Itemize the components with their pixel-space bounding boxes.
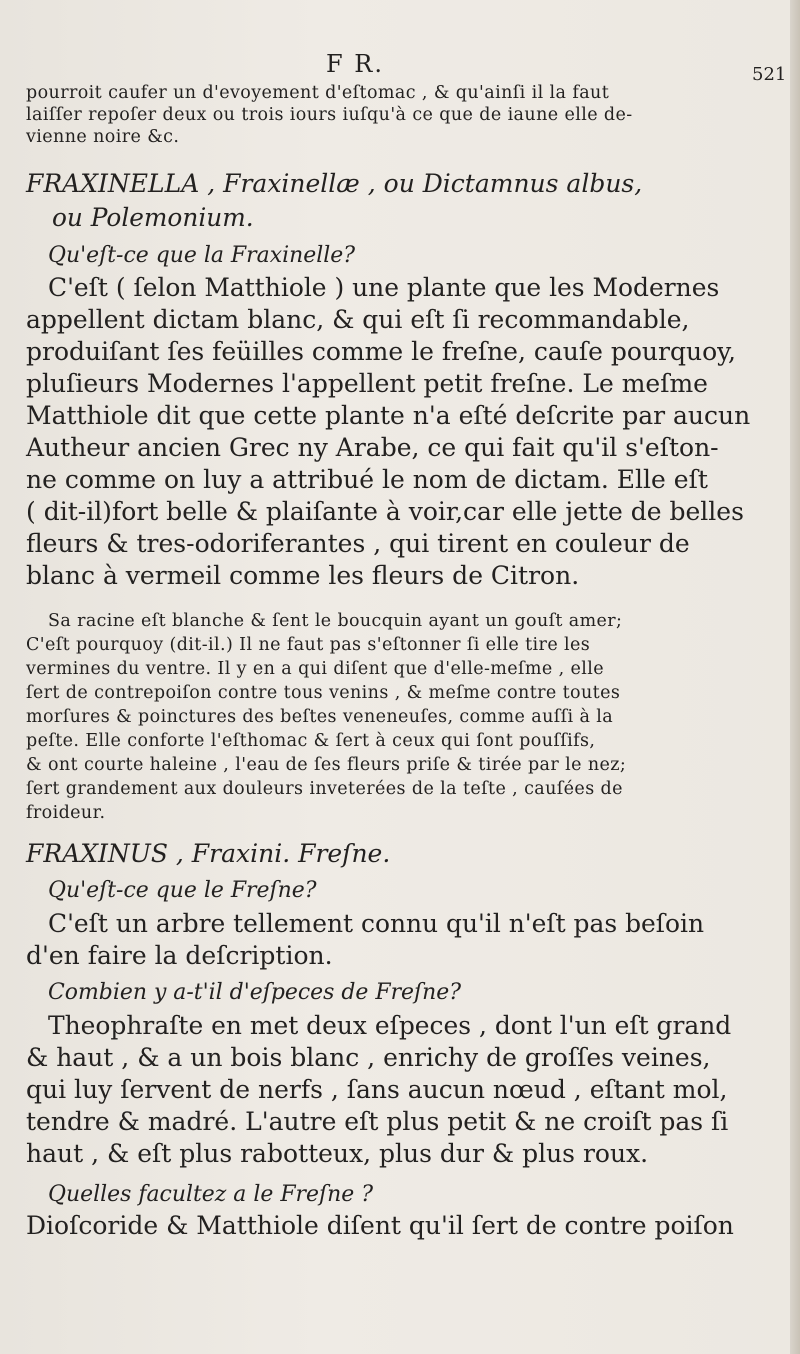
running-title: F R. <box>326 50 384 78</box>
page-header <box>0 50 800 84</box>
question: Qu'eſt-ce que la Fraxinelle? <box>48 243 355 268</box>
text-line: vienne noire &c. <box>26 127 180 147</box>
answer-line: produiſant ſes feüilles comme le freſne, cauſe pourquoy, <box>26 337 736 366</box>
entry-heading: FRAXINUS , Fraxini. Freſne. <box>26 839 391 868</box>
note-line: ſert de contrepoiſon contre tous venins , & meſme contre toutes <box>26 683 621 703</box>
page-number: 521 <box>752 64 787 85</box>
entry-heading-continued: ou Polemonium. <box>52 203 254 232</box>
answer-line: haut , & eſt plus rabotteux, plus dur & plus roux. <box>26 1139 649 1168</box>
note-line: peſte. Elle conforte l'eſthomac & ſert à ceux qui ſont pouſſifs, <box>26 731 596 751</box>
note-line: C'eſt pourquoy (dit-il.) Il ne faut pas s'eſtonner ſi elle tire les <box>26 635 591 655</box>
text-line: laiſſer repoſer deux ou trois iours iuſqu'à ce que de iaune elle de- <box>26 105 633 125</box>
answer-line: blanc à vermeil comme les fleurs de Citron. <box>26 561 580 590</box>
entry-heading: FRAXINELLA , Fraxinellæ , ou Dictamnus albus, <box>26 169 643 198</box>
note-line: morſures & poinctures des beſtes veneneuſes, comme auſſi à la <box>26 707 614 727</box>
note-line: ſert grandement aux douleurs inveterées de la teſte , cauſées de <box>26 779 623 799</box>
note-line: Sa racine eſt blanche & ſent le boucquin ayant un gouſt amer; <box>48 611 623 631</box>
answer-line: Theophraſte en met deux eſpeces , dont l'un eſt grand <box>48 1011 732 1040</box>
answer-line: Dioſcoride & Matthiole diſent qu'il ſert de contre poiſon <box>26 1211 734 1240</box>
note-line: & ont courte haleine , l'eau de ſes fleurs priſe & tirée par le nez; <box>26 755 627 775</box>
note-line: froideur. <box>26 803 106 823</box>
answer-line: Autheur ancien Grec ny Arabe, ce qui fait qu'il s'eſton- <box>26 433 719 462</box>
question: Combien y a-t'il d'eſpeces de Freſne? <box>48 980 462 1005</box>
text-line: pourroit caufer un d'evoyement d'eſtomac , & qu'ainſi il la faut <box>26 83 610 103</box>
answer-line: d'en faire la deſcription. <box>26 941 333 970</box>
note-line: vermines du ventre. Il y en a qui diſent que d'elle-meſme , elle <box>26 659 605 679</box>
answer-line: & haut , & a un bois blanc , enrichy de groſſes veines, <box>26 1043 711 1072</box>
answer-line: fleurs & tres-odoriferantes , qui tirent en couleur de <box>26 529 690 558</box>
question: Qu'eſt-ce que le Freſne? <box>48 878 317 903</box>
answer-line: C'eſt un arbre tellement connu qu'il n'eſt pas beſoin <box>48 909 705 938</box>
answer-line: ( dit-il)fort belle & plaiſante à voir,car elle jette de belles <box>26 497 744 526</box>
answer-line: qui luy ſervent de nerfs , ſans aucun nœud , eſtant mol, <box>26 1075 728 1104</box>
answer-line: Matthiole dit que cette plante n'a eſté deſcrite par aucun <box>26 401 751 430</box>
answer-line: pluſieurs Modernes l'appellent petit freſne. Le meſme <box>26 369 708 398</box>
answer-line: ne comme on luy a attribué le nom de dictam. Elle eſt <box>26 465 708 494</box>
question: Quelles facultez a le Freſne ? <box>48 1182 373 1207</box>
answer-line: tendre & madré. L'autre eſt plus petit & ne croiſt pas ſi <box>26 1107 729 1136</box>
answer-line: C'eſt ( ſelon Matthiole ) une plante que les Modernes <box>48 273 720 302</box>
answer-line: appellent dictam blanc, & qui eſt ſi recommandable, <box>26 305 690 334</box>
